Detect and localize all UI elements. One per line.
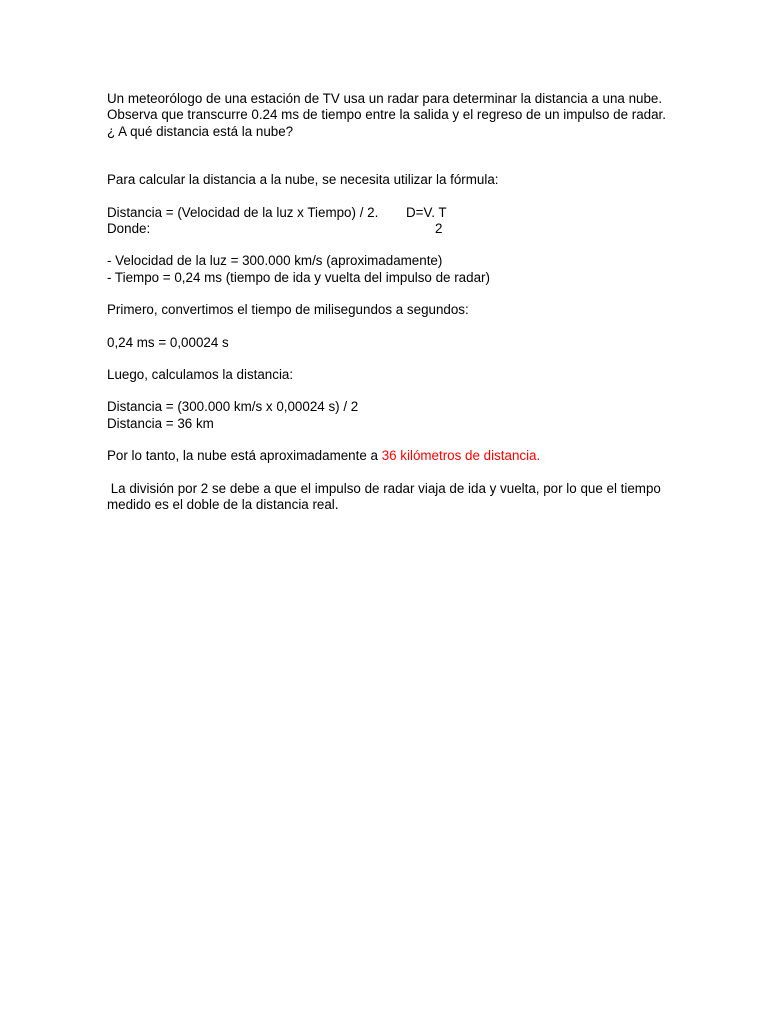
spacer <box>107 383 667 399</box>
calc-line-1: Distancia = (300.000 km/s x 0,00024 s) / 2 <box>107 399 359 415</box>
formula-text: Distancia = (Velocidad de la luz x Tiempo) / 2. <box>107 204 379 220</box>
convert-intro: Primero, convertimos el tiempo de milisegundos a segundos: <box>107 302 469 318</box>
document-body <box>107 91 667 513</box>
conversion-line: 0,24 ms = 0,00024 s <box>107 334 229 350</box>
conclusion-highlight: 36 kilómetros de distancia. <box>381 448 541 464</box>
problem-statement: Un meteorólogo de una estación de TV usa un radar para determinar la distancia a una nube. Observa que transcurre 0.24 ms de tiempo entre la salida y el regreso de un impulso de radar. ¿ A qué distancia está la nube? <box>107 91 666 139</box>
conclusion-prefix: Por lo tanto, la nube está aproximadamente a <box>107 448 382 464</box>
explanation: La división por 2 se debe a que el impulso de radar viaja de ida y vuelta, por lo que el tiempo medido es el doble de la distancia real. <box>107 480 665 513</box>
bullet-speed: - Velocidad de la luz = 300.000 km/s (aproximadamente) <box>107 253 443 269</box>
conclusion <box>107 448 667 464</box>
spacer <box>107 432 667 448</box>
spacer <box>107 140 667 172</box>
formula-short-numerator: D=V. T <box>406 204 447 220</box>
formula-short-denominator: 2 <box>435 220 443 236</box>
spacer <box>107 237 667 253</box>
spacer <box>107 286 667 302</box>
calc-line-2: Distancia = 36 km <box>107 415 214 431</box>
spacer <box>107 189 667 205</box>
donde-label: Donde: <box>107 221 151 237</box>
spacer <box>107 465 667 481</box>
bullet-time: - Tiempo = 0,24 ms (tiempo de ida y vuelta del impulso de radar) <box>107 269 490 285</box>
spacer <box>107 319 667 335</box>
solution-intro: Para calcular la distancia a la nube, se necesita utilizar la fórmula: <box>107 172 499 188</box>
spacer <box>107 351 667 367</box>
calc-intro: Luego, calculamos la distancia: <box>107 367 294 383</box>
